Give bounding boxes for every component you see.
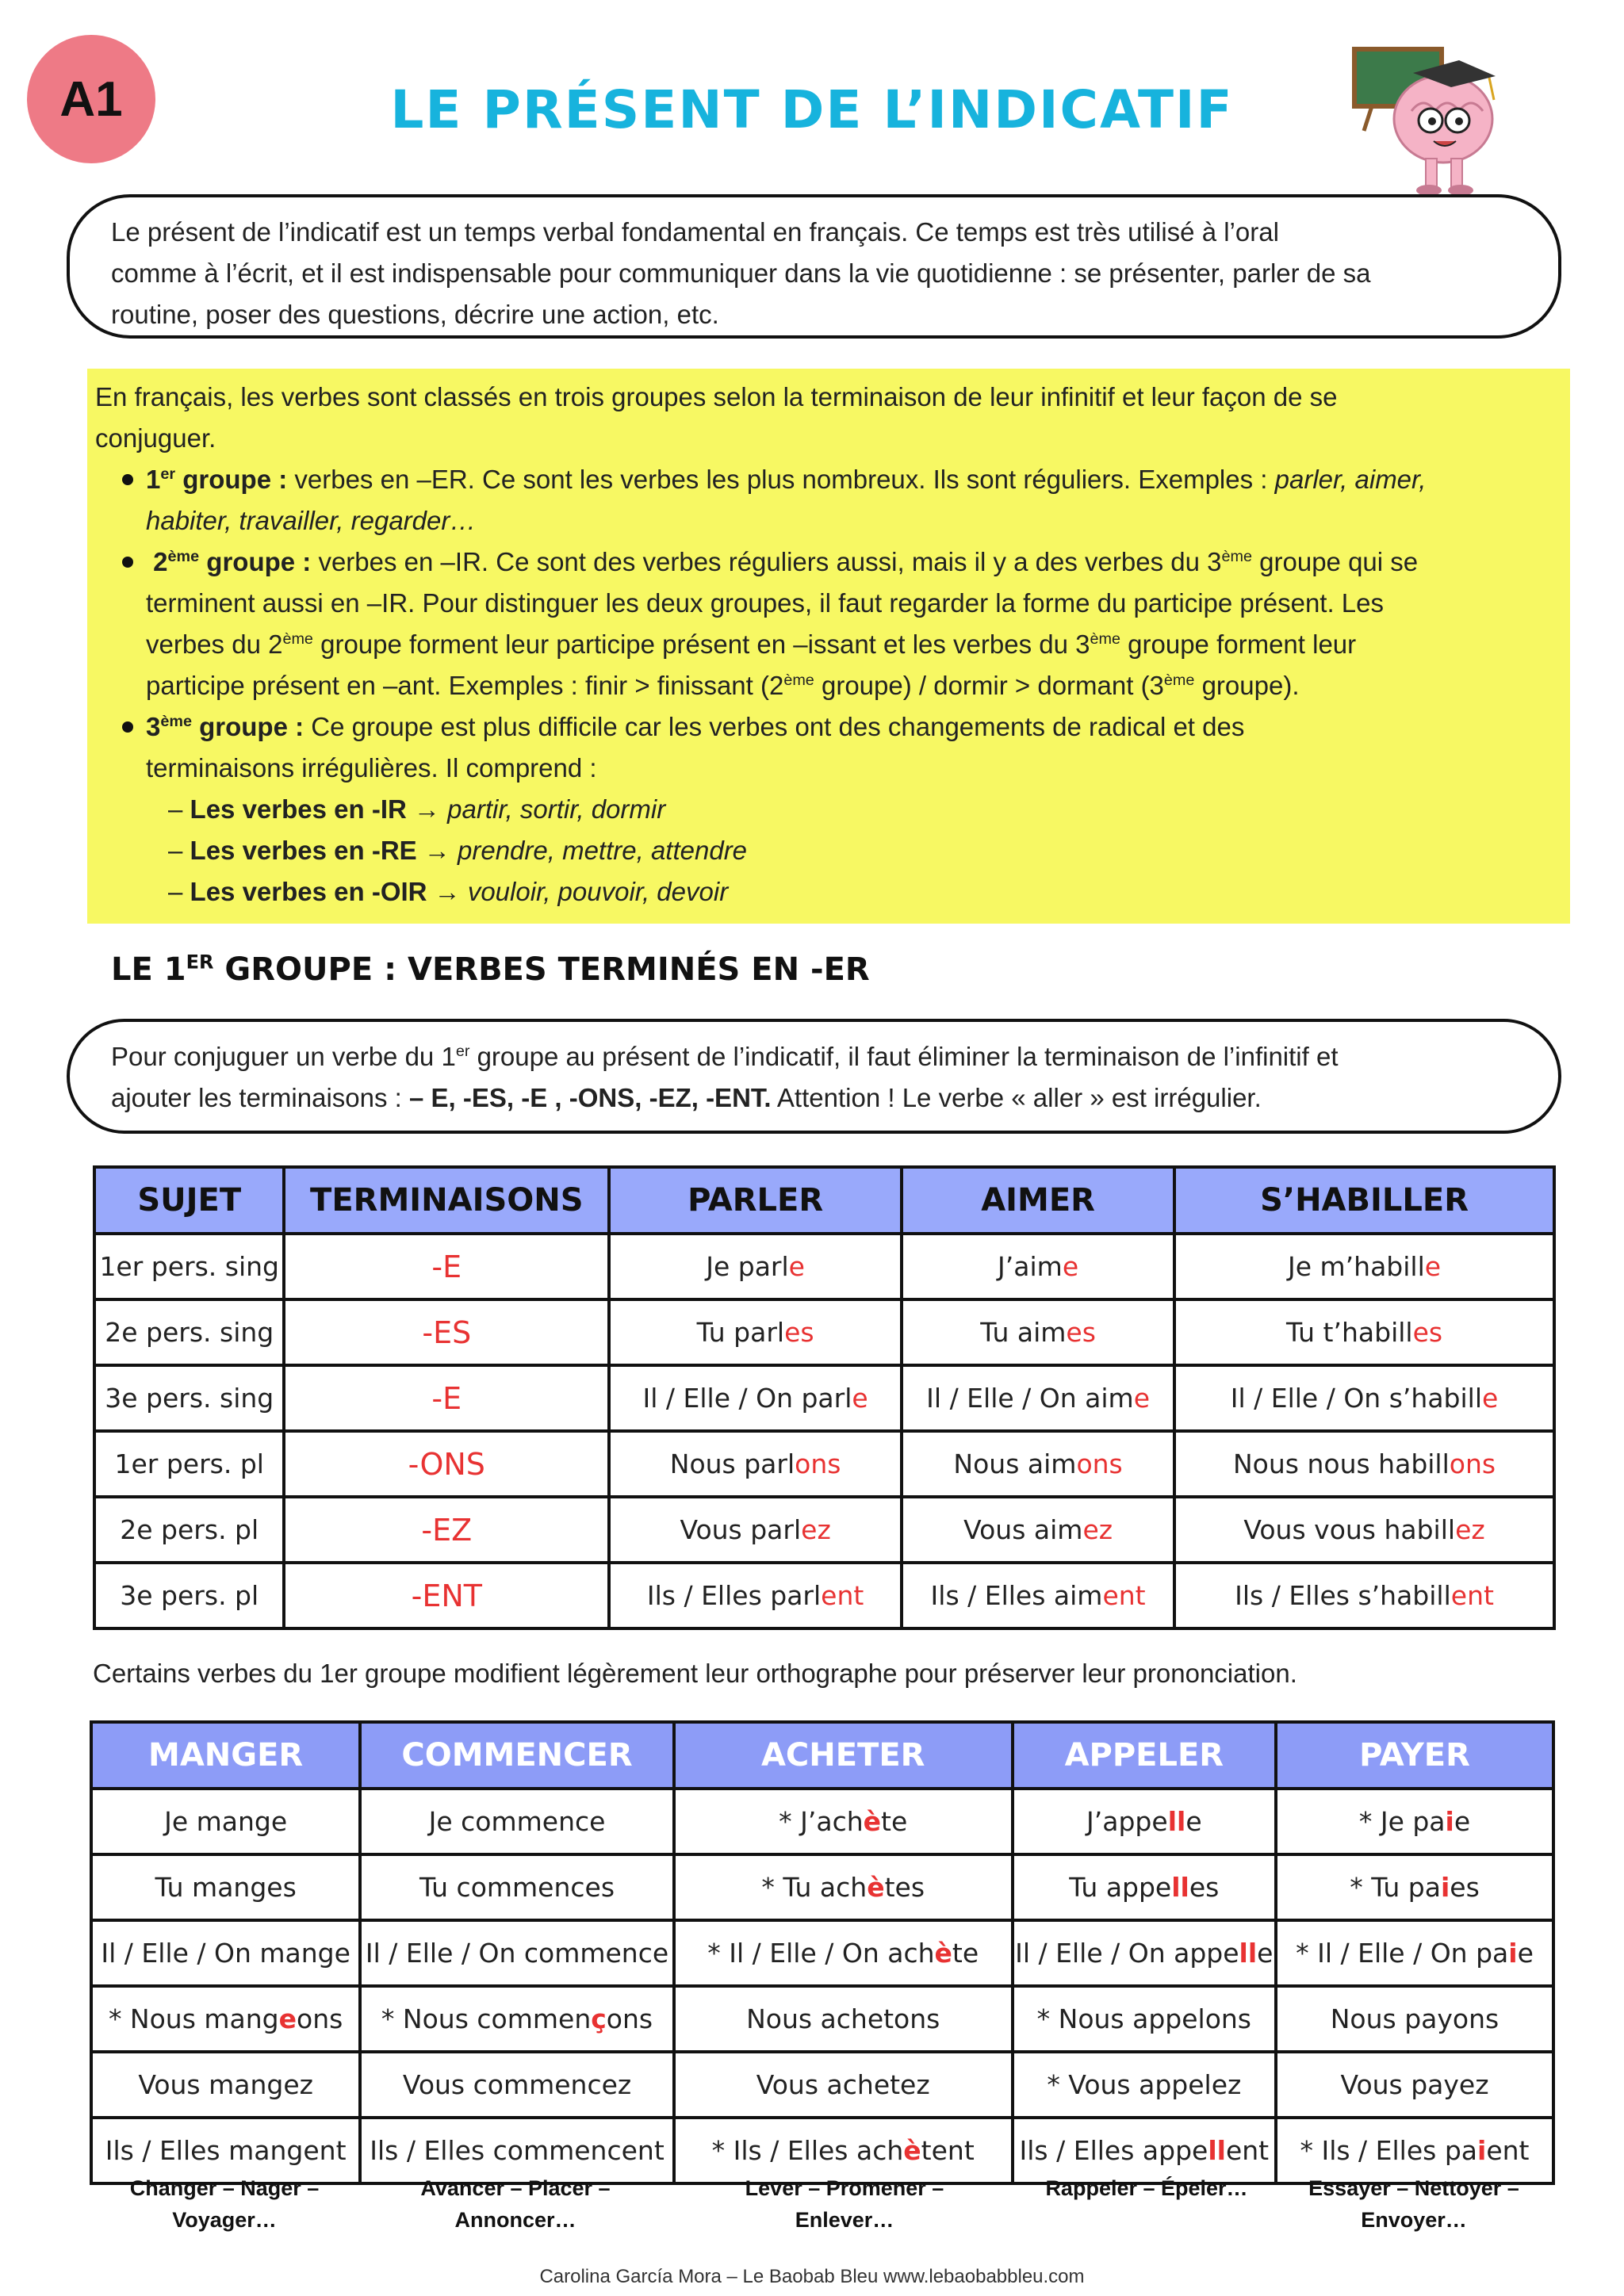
ending-cell: -EZ xyxy=(284,1497,609,1563)
subject-cell: 3e pers. pl xyxy=(94,1563,284,1628)
header-cell: AIMER xyxy=(902,1167,1174,1234)
conjugation-cell: J’appelle xyxy=(1013,1789,1276,1854)
conjugation-cell: * J’achète xyxy=(674,1789,1013,1854)
table-row xyxy=(91,2052,1553,2118)
table-header-row xyxy=(91,1722,1553,1789)
ending-cell: -ENT xyxy=(284,1563,609,1628)
conjugation-cell: Il / Elle / On appelle xyxy=(1013,1920,1276,1986)
table-row xyxy=(94,1365,1554,1431)
sub-item-ir: – Les verbes en -IR → partir, sortir, dormir xyxy=(168,794,666,824)
table-row xyxy=(94,1497,1554,1563)
brain-teacher-mascot-icon xyxy=(1340,32,1515,198)
sub-item-re: – Les verbes en -RE → prendre, mettre, attendre xyxy=(168,836,748,865)
conjugation-cell: Je m’habille xyxy=(1174,1234,1554,1299)
groups-lead: En français, les verbes sont classés en trois groupes selon la terminaison de leur infinitif et leur façon de se xyxy=(95,382,1338,411)
header-cell: PAYER xyxy=(1276,1722,1553,1789)
conjugation-cell: Nous nous habillons xyxy=(1174,1431,1554,1497)
conjugation-cell: * Ils / Elles paient xyxy=(1276,2118,1553,2183)
conjugation-cell: Vous commencez xyxy=(360,2052,673,2118)
conjugation-cell: * Ils / Elles achètent xyxy=(674,2118,1013,2183)
conjugation-cell: Ils / Elles s’habillent xyxy=(1174,1563,1554,1628)
groups-list xyxy=(95,459,1559,789)
table-row xyxy=(91,1920,1553,1986)
conjugation-cell: Tu aimes xyxy=(902,1299,1174,1365)
intro-line: comme à l’écrit, et il est indispensable pour communiquer dans la vie quotidienne : se présenter, parler de sa xyxy=(111,258,1371,288)
example-verbs: Changer – Nager – Voyager… xyxy=(129,2176,320,2232)
arrow-icon: → xyxy=(413,794,440,824)
arrow-icon: → xyxy=(434,877,461,906)
conjugation-cell: Ils / Elles aiment xyxy=(902,1563,1174,1628)
note-line: Certains verbes du 1er groupe modifient légèrement leur orthographe pour préserver leur prononciation. xyxy=(93,1659,1297,1688)
conjugation-cell: * Il / Elle / On achète xyxy=(674,1920,1013,1986)
example-verbs: Essayer – Nettoyer – Envoyer… xyxy=(1308,2176,1519,2232)
subject-cell: 3e pers. sing xyxy=(94,1365,284,1431)
spelling-changes-table xyxy=(90,1720,1555,2185)
conjugation-cell: * Il / Elle / On paie xyxy=(1276,1920,1553,1986)
sub-item-oir: – Les verbes en -OIR → vouloir, pouvoir, devoir xyxy=(168,877,729,906)
conjugation-cell: * Nous mangeons xyxy=(91,1986,360,2052)
page-title: LE PRÉSENT DE L’INDICATIF xyxy=(390,79,1234,140)
example-verbs: Rappeler – Épeler… xyxy=(1045,2176,1248,2200)
example-verbs: Lever – Promener – Enlever… xyxy=(745,2176,944,2232)
conjugation-cell: J’aime xyxy=(902,1234,1174,1299)
conjugation-cell: Vous aimez xyxy=(902,1497,1174,1563)
header-cell: SUJET xyxy=(94,1167,284,1234)
conjugation-table xyxy=(93,1165,1556,1630)
header-cell: TERMINAISONS xyxy=(284,1167,609,1234)
table-row xyxy=(91,1789,1553,1854)
bullet-icon xyxy=(122,474,133,485)
section-heading: LE 1ER GROUPE : VERBES TERMINÉS EN -ER xyxy=(111,951,870,988)
footer-credit: Carolina García Mora – Le Baobab Bleu www.lebaobabbleu.com xyxy=(539,2266,1085,2287)
group-1-item: 1er groupe : verbes en –ER. Ce sont les verbes les plus nombreux. Ils sont réguliers. Exemples : parler, aimer, habiter, travailler, regarder… xyxy=(95,459,1559,541)
header-cell: MANGER xyxy=(91,1722,360,1789)
rule-box xyxy=(67,1019,1561,1134)
conjugation-cell: Nous aimons xyxy=(902,1431,1174,1497)
intro-line: routine, poser des questions, décrire une action, etc. xyxy=(111,300,719,329)
table-header-row xyxy=(94,1167,1554,1234)
header-cell: COMMENCER xyxy=(360,1722,673,1789)
ending-cell: -E xyxy=(284,1365,609,1431)
conjugation-cell: Ils / Elles appellent xyxy=(1013,2118,1276,2183)
conjugation-cell: Vous mangez xyxy=(91,2052,360,2118)
conjugation-cell: Vous payez xyxy=(1276,2052,1553,2118)
conjugation-cell: Tu parles xyxy=(609,1299,902,1365)
conjugation-cell: Tu t’habilles xyxy=(1174,1299,1554,1365)
arrow-icon: → xyxy=(423,836,450,865)
header-cell: APPELER xyxy=(1013,1722,1276,1789)
table-row xyxy=(94,1299,1554,1365)
conjugation-cell: Tu appelles xyxy=(1013,1854,1276,1920)
intro-line: Le présent de l’indicatif est un temps verbal fondamental en français. Ce temps est très utilisé à l’oral xyxy=(111,217,1279,247)
conjugation-cell: * Tu achètes xyxy=(674,1854,1013,1920)
conjugation-cell: * Je paie xyxy=(1276,1789,1553,1854)
subject-cell: 2e pers. pl xyxy=(94,1497,284,1563)
group-2-item: 2ème groupe : verbes en –IR. Ce sont des verbes réguliers aussi, mais il y a des verbes du 3ème groupe qui se terminent aussi en –IR. Pour distinguer les deux groupes, il faut regarder la forme du participe présent. Les verbes du 2ème groupe forment leur participe présent en –issant et les verbes du 3ème groupe forment leur participe présent en –ant. Exemples : finir > finissant (2ème groupe) / dormir > dormant (3ème groupe). xyxy=(95,541,1559,706)
conjugation-cell: Nous payons xyxy=(1276,1986,1553,2052)
header-cell: PARLER xyxy=(609,1167,902,1234)
conjugation-cell: * Nous commençons xyxy=(360,1986,673,2052)
group-1-label: 1er groupe : xyxy=(146,465,288,494)
conjugation-cell: Tu commences xyxy=(360,1854,673,1920)
conjugation-cell: Je mange xyxy=(91,1789,360,1854)
header-cell: S’HABILLER xyxy=(1174,1167,1554,1234)
level-badge: A1 xyxy=(27,35,155,163)
conjugation-cell: Je commence xyxy=(360,1789,673,1854)
subject-cell: 2e pers. sing xyxy=(94,1299,284,1365)
rule-line: ajouter les terminaisons : – E, -ES, -E , -ONS, -EZ, -ENT. Attention ! Le verbe « aller » est irrégulier. xyxy=(111,1083,1262,1112)
ending-cell: -E xyxy=(284,1234,609,1299)
conjugation-cell: Ils / Elles mangent xyxy=(91,2118,360,2183)
conjugation-cell: * Nous appelons xyxy=(1013,1986,1276,2052)
conjugation-cell: Je parle xyxy=(609,1234,902,1299)
conjugation-cell: Tu manges xyxy=(91,1854,360,1920)
subject-cell: 1er pers. pl xyxy=(94,1431,284,1497)
ending-cell: -ES xyxy=(284,1299,609,1365)
subject-cell: 1er pers. sing xyxy=(94,1234,284,1299)
conjugation-cell: Ils / Elles parlent xyxy=(609,1563,902,1628)
table-row xyxy=(91,1986,1553,2052)
conjugation-cell: Il / Elle / On mange xyxy=(91,1920,360,1986)
conjugation-cell: Il / Elle / On s’habille xyxy=(1174,1365,1554,1431)
conjugation-cell: Vous achetez xyxy=(674,2052,1013,2118)
table-row xyxy=(94,1234,1554,1299)
conjugation-cell: Nous achetons xyxy=(674,1986,1013,2052)
conjugation-cell: Il / Elle / On aime xyxy=(902,1365,1174,1431)
bullet-icon xyxy=(122,557,133,568)
conjugation-cell: Nous parlons xyxy=(609,1431,902,1497)
conjugation-cell: Il / Elle / On parle xyxy=(609,1365,902,1431)
conjugation-cell: * Tu paies xyxy=(1276,1854,1553,1920)
table-row xyxy=(94,1563,1554,1628)
conjugation-cell: Vous parlez xyxy=(609,1497,902,1563)
table-row xyxy=(94,1431,1554,1497)
group-2-label: 2ème groupe : xyxy=(153,547,312,576)
header-cell: ACHETER xyxy=(674,1722,1013,1789)
bullet-icon xyxy=(122,721,133,733)
groups-lead: conjuguer. xyxy=(95,423,216,453)
intro-box xyxy=(67,194,1561,339)
conjugation-cell: Il / Elle / On commence xyxy=(360,1920,673,1986)
table-row xyxy=(91,1854,1553,1920)
conjugation-cell: Ils / Elles commencent xyxy=(360,2118,673,2183)
group-3-item: 3ème groupe : Ce groupe est plus difficile car les verbes ont des changements de radical et des terminaisons irrégulières. Il comprend : xyxy=(95,706,1559,789)
conjugation-cell: * Vous appelez xyxy=(1013,2052,1276,2118)
rule-line: Pour conjuguer un verbe du 1er groupe au présent de l’indicatif, il faut éliminer la terminaison de l’infinitif et xyxy=(111,1042,1339,1071)
conjugation-cell: Vous vous habillez xyxy=(1174,1497,1554,1563)
example-verbs: Avancer – Placer – Annoncer… xyxy=(420,2176,611,2232)
ending-cell: -ONS xyxy=(284,1431,609,1497)
verb-groups-box xyxy=(87,369,1570,924)
group-3-label: 3ème groupe : xyxy=(146,712,304,741)
